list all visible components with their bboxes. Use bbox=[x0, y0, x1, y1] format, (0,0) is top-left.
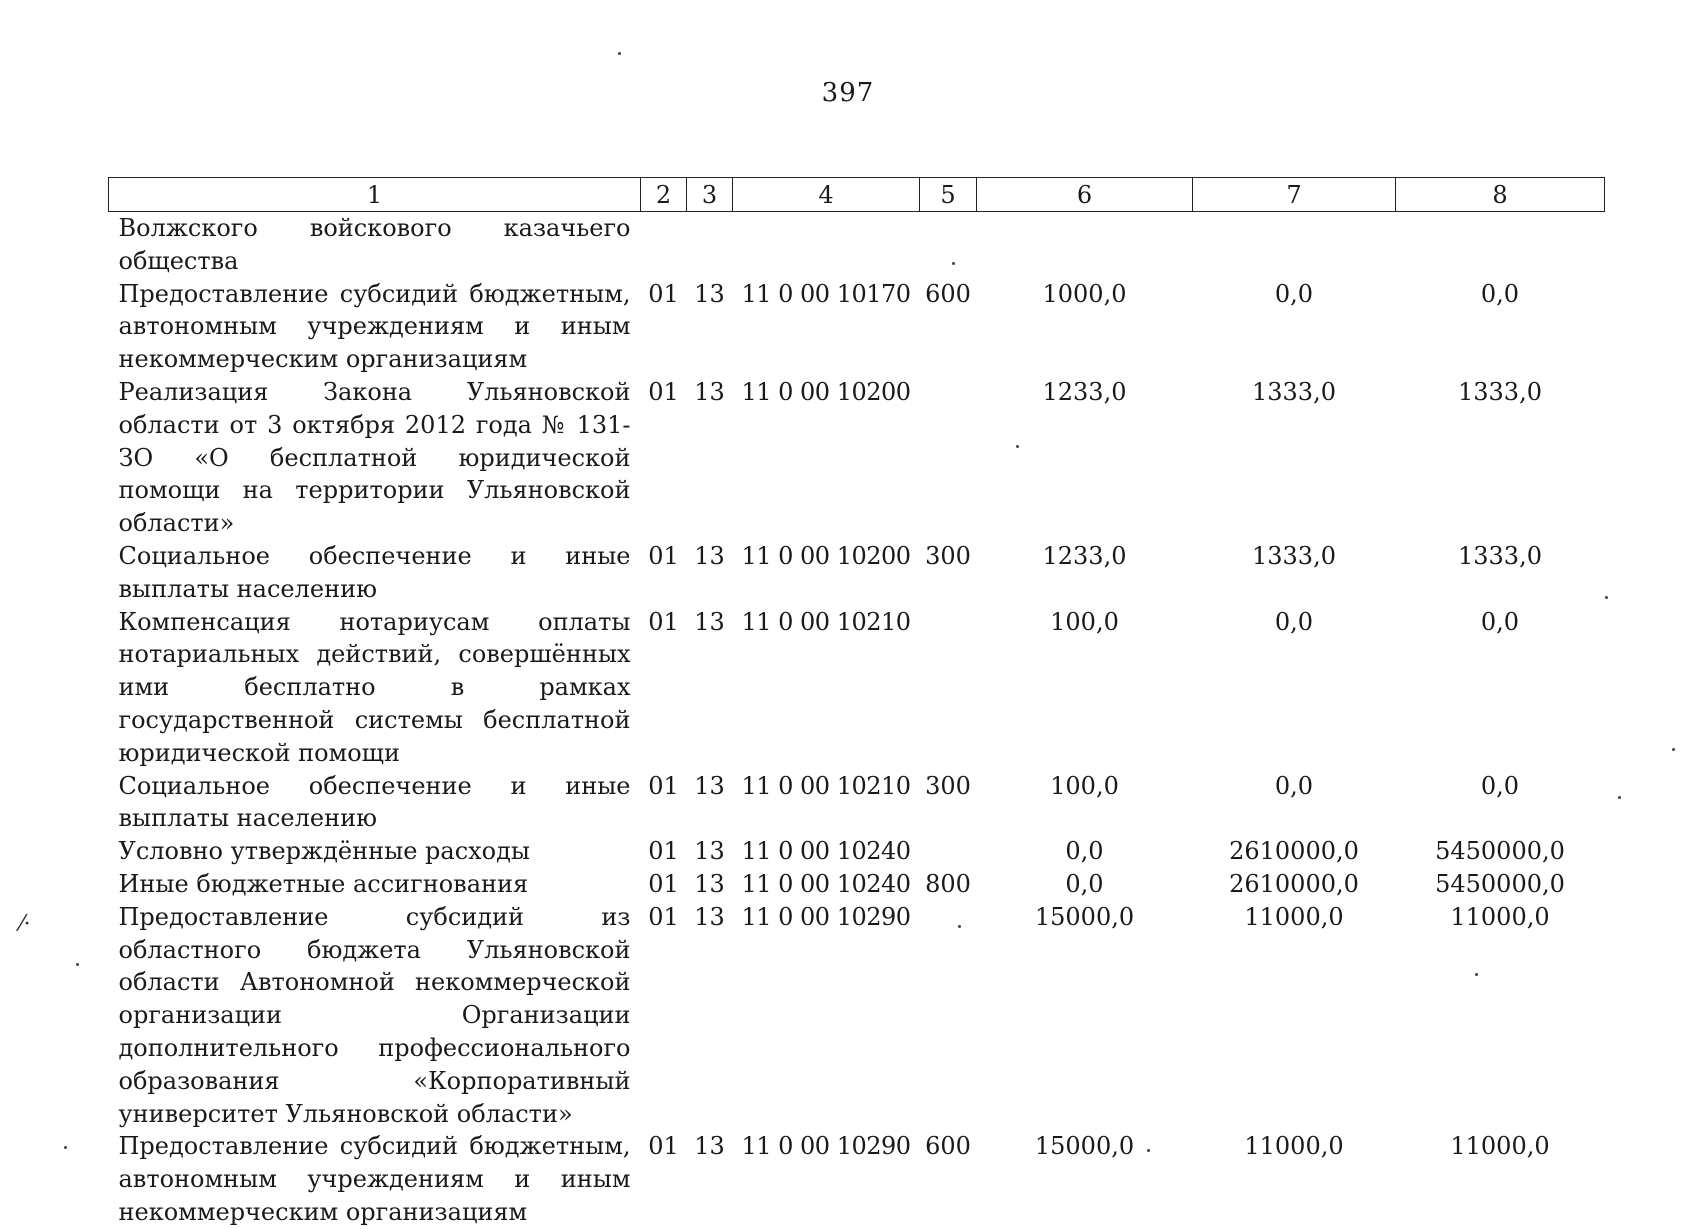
row-section bbox=[641, 212, 687, 278]
row-target-code: 11 0 00 10200 bbox=[741, 377, 911, 406]
row-target-code: 11 0 00 10210 bbox=[741, 607, 911, 636]
row-expense-type bbox=[920, 212, 977, 278]
row-description: Компенсация нотариусам оплаты нотариальных действий, совершённых ими бесплатно в рамках государственной системы бесплатной юридической помощи bbox=[118, 607, 631, 767]
table-row bbox=[109, 606, 1605, 770]
row-amount-col6: 0,0 bbox=[1065, 869, 1104, 898]
scan-speck bbox=[1605, 596, 1608, 599]
row-section: 01 bbox=[648, 837, 679, 866]
table-row bbox=[109, 835, 1605, 868]
table-row bbox=[109, 278, 1605, 376]
row-amount-col7: 0,0 bbox=[1274, 607, 1314, 636]
row-expense-type bbox=[920, 835, 977, 868]
row-expense-type: 600 bbox=[925, 1132, 971, 1161]
row-section: 01 bbox=[648, 607, 679, 636]
row-target-code: 11 0 00 10170 bbox=[741, 279, 911, 308]
row-amount-col6 bbox=[977, 212, 1193, 278]
row-target-code: 11 0 00 10290 bbox=[741, 1132, 911, 1161]
table-row bbox=[109, 868, 1605, 901]
scan-mark: ⁄· bbox=[20, 912, 31, 937]
row-amount-col6: 1233,0 bbox=[1042, 541, 1127, 570]
budget-table bbox=[108, 177, 1605, 1229]
row-amount-col7: 2610000,0 bbox=[1229, 837, 1359, 866]
row-target-code: 11 0 00 10290 bbox=[741, 902, 911, 931]
row-expense-type bbox=[920, 606, 977, 770]
row-description: Реализация Закона Ульяновской области от 3 октября 2012 года № 131-ЗО «О бесплатной юридической помощи на территории Ульяновской области» bbox=[118, 377, 631, 538]
row-amount-col7 bbox=[1193, 212, 1396, 278]
row-amount-col8: 5450000,0 bbox=[1435, 837, 1565, 866]
table-row bbox=[109, 212, 1605, 278]
row-amount-col8: 1333,0 bbox=[1458, 541, 1542, 570]
row-description: Условно утверждённые расходы bbox=[118, 837, 531, 866]
row-amount-col8: 11000,0 bbox=[1450, 902, 1550, 931]
row-description: Предоставление субсидий бюджетным, автономным учреждениям и иным некоммерческим организациям bbox=[118, 279, 631, 374]
row-subsection: 13 bbox=[694, 607, 725, 636]
row-target-code: 11 0 00 10240 bbox=[741, 837, 911, 866]
row-amount-col6: 15000,0 bbox=[1034, 902, 1135, 931]
table-row bbox=[109, 376, 1605, 540]
scan-speck bbox=[1016, 445, 1019, 448]
row-target-code: 11 0 00 10200 bbox=[741, 541, 911, 570]
row-amount-col6: 1233,0 bbox=[1042, 377, 1127, 406]
row-amount-col8 bbox=[1396, 212, 1605, 278]
row-section: 01 bbox=[648, 541, 679, 570]
row-description: Волжского войскового казачьего общества bbox=[118, 214, 631, 275]
column-header-6: 6 bbox=[977, 178, 1193, 212]
row-expense-type bbox=[920, 376, 977, 540]
row-amount-col8: 1333,0 bbox=[1458, 377, 1542, 406]
row-amount-col6: 1000,0 bbox=[1042, 279, 1127, 308]
row-section: 01 bbox=[648, 902, 679, 931]
row-section: 01 bbox=[648, 1132, 679, 1161]
row-expense-type: 300 bbox=[925, 771, 971, 800]
row-amount-col8: 0,0 bbox=[1480, 607, 1520, 636]
row-description: Предоставление субсидий бюджетным, автономным учреждениям и иным некоммерческим организациям bbox=[118, 1132, 631, 1226]
row-subsection: 13 bbox=[694, 771, 725, 800]
row-amount-col8: 5450000,0 bbox=[1435, 869, 1565, 898]
scan-speck bbox=[952, 262, 955, 265]
scan-speck bbox=[1147, 1149, 1150, 1152]
row-target-code: 11 0 00 10210 bbox=[741, 771, 911, 800]
scan-speck bbox=[958, 925, 961, 928]
table-row bbox=[109, 770, 1605, 836]
header-row bbox=[109, 178, 1605, 212]
row-expense-type bbox=[920, 901, 977, 1131]
row-amount-col7: 11000,0 bbox=[1244, 902, 1344, 931]
row-section: 01 bbox=[648, 279, 679, 308]
row-amount-col6: 100,0 bbox=[1050, 771, 1119, 800]
row-description: Социальное обеспечение и иные выплаты населению bbox=[118, 771, 631, 833]
row-section: 01 bbox=[648, 771, 679, 800]
row-target-code bbox=[733, 212, 920, 278]
row-amount-col7: 11000,0 bbox=[1244, 1132, 1344, 1161]
scan-speck bbox=[76, 963, 79, 966]
table-row bbox=[109, 901, 1605, 1131]
scan-speck bbox=[1475, 973, 1478, 976]
row-amount-col6: 15000,0 bbox=[1034, 1132, 1135, 1161]
row-subsection: 13 bbox=[694, 541, 725, 570]
row-amount-col7: 0,0 bbox=[1274, 771, 1314, 800]
row-amount-col8: 0,0 bbox=[1480, 771, 1520, 800]
row-amount-col7: 2610000,0 bbox=[1229, 869, 1359, 898]
row-expense-type: 800 bbox=[925, 869, 971, 898]
column-header-3: 3 bbox=[687, 178, 733, 212]
row-amount-col8: 11000,0 bbox=[1450, 1132, 1550, 1161]
table-row bbox=[109, 1130, 1605, 1228]
row-subsection: 13 bbox=[694, 902, 725, 931]
row-expense-type: 600 bbox=[925, 279, 971, 308]
row-amount-col7: 1333,0 bbox=[1252, 377, 1336, 406]
column-header-1: 1 bbox=[109, 178, 641, 212]
table-row bbox=[109, 540, 1605, 606]
row-amount-col6: 100,0 bbox=[1050, 607, 1119, 636]
scan-speck bbox=[1618, 796, 1621, 799]
row-subsection: 13 bbox=[694, 279, 725, 308]
scan-speck bbox=[618, 52, 621, 55]
row-amount-col8: 0,0 bbox=[1480, 279, 1520, 308]
row-amount-col6: 0,0 bbox=[1065, 837, 1104, 866]
row-description: Предоставление субсидий из областного бюджета Ульяновской области Автономной некоммерческой организации Организации дополнительного профессионального образования «Корпоративный университет Ульяновской области» bbox=[118, 902, 631, 1128]
row-subsection: 13 bbox=[694, 869, 725, 898]
scan-speck bbox=[64, 1146, 67, 1149]
row-subsection: 13 bbox=[694, 377, 725, 406]
row-description: Социальное обеспечение и иные выплаты населению bbox=[118, 541, 631, 603]
row-section: 01 bbox=[648, 869, 679, 898]
row-description: Иные бюджетные ассигнования bbox=[118, 869, 529, 898]
column-header-4: 4 bbox=[733, 178, 920, 212]
page-number: 397 bbox=[821, 78, 875, 108]
row-subsection: 13 bbox=[694, 837, 725, 866]
row-expense-type: 300 bbox=[925, 541, 971, 570]
column-header-8: 8 bbox=[1396, 178, 1605, 212]
column-header-5: 5 bbox=[920, 178, 977, 212]
row-amount-col7: 0,0 bbox=[1274, 279, 1314, 308]
row-subsection: 13 bbox=[694, 1132, 725, 1161]
row-target-code: 11 0 00 10240 bbox=[741, 869, 911, 898]
row-section: 01 bbox=[648, 377, 679, 406]
column-header-7: 7 bbox=[1193, 178, 1396, 212]
row-amount-col7: 1333,0 bbox=[1252, 541, 1336, 570]
row-subsection bbox=[687, 212, 733, 278]
column-header-2: 2 bbox=[641, 178, 687, 212]
scan-speck bbox=[1672, 748, 1675, 751]
